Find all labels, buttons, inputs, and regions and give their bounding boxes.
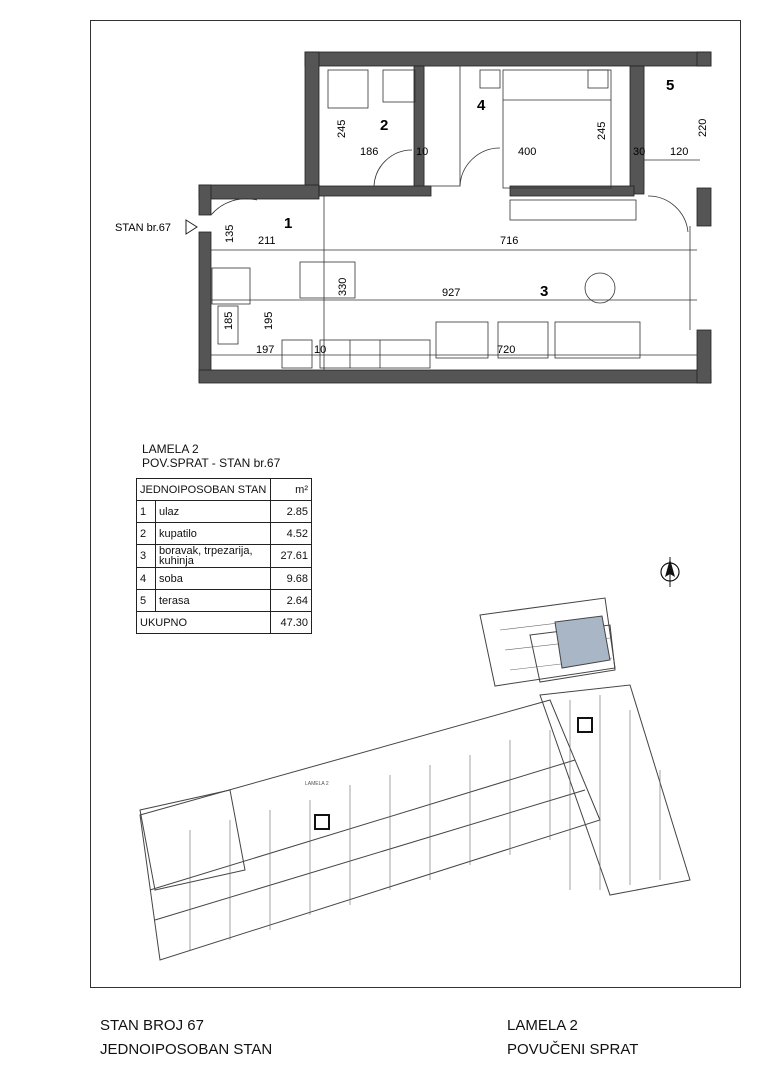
total-value: 47.30 [271,612,312,634]
north-arrow-icon [655,555,685,589]
room-number-4: 4 [477,97,486,114]
floor-label: POV.SPRAT - STAN br.67 [142,456,281,470]
lamela-label: LAMELA 2 [142,442,199,456]
row-number: 5 [137,590,156,612]
row-name: terasa [156,590,271,612]
table-row [137,545,312,568]
table-row [137,501,312,523]
dim-120: 120 [670,146,689,158]
floor-plan [0,0,763,400]
room-number-5: 5 [666,77,675,94]
table-unit: m² [271,479,312,501]
table-header-row [137,479,312,501]
dim-197: 197 [256,344,275,356]
dim-211: 211 [258,235,276,247]
row-number: 2 [137,523,156,545]
footer-right [507,1014,638,1062]
room-number-2: 2 [380,117,389,134]
dim-716: 716 [500,235,519,247]
row-name: boravak, trpezarija, kuhinja [156,545,271,568]
dim-195: 195 [263,311,275,330]
footer-apartment-number: STAN BROJ 67 [100,1017,204,1034]
table-header: JEDNOIPOSOBAN STAN [137,479,271,501]
row-number: 1 [137,501,156,523]
room-number-3: 3 [540,283,549,300]
row-area: 2.64 [271,590,312,612]
dim-927: 927 [442,287,461,299]
dim-135: 135 [224,224,236,243]
dim-10b: 10 [314,344,327,356]
table-row [137,568,312,590]
dim-400: 400 [518,146,537,158]
highlighted-apartment [555,616,610,668]
footer-left [100,1014,272,1062]
footer-apartment-type: JEDNOIPOSOBAN STAN [100,1041,273,1058]
dim-30: 30 [633,146,646,158]
row-number: 4 [137,568,156,590]
dim-245b: 245 [596,121,608,140]
footer-lamela: LAMELA 2 [507,1017,578,1034]
dim-10a: 10 [416,146,429,158]
key-plan [130,590,720,990]
keyplan-label: LAMELA 2 [305,781,329,787]
row-name: kupatilo [156,523,271,545]
row-area: 9.68 [271,568,312,590]
dim-720: 720 [497,344,516,356]
row-area: 27.61 [271,545,312,568]
row-area: 4.52 [271,523,312,545]
total-label: UKUPNO [137,612,271,634]
entry-label: STAN br.67 [115,222,172,234]
row-number: 3 [137,545,156,568]
dim-330: 330 [337,277,349,296]
dim-186: 186 [360,146,379,158]
dim-185: 185 [223,311,235,330]
table-row [137,523,312,545]
row-name: ulaz [156,501,271,523]
row-area: 2.85 [271,501,312,523]
dim-245a: 245 [336,119,348,138]
footer-floor: POVUČENI SPRAT [507,1041,639,1058]
entry-arrow-icon [186,220,197,234]
row-name: soba [156,568,271,590]
room-number-1: 1 [284,215,293,232]
dim-220: 220 [697,118,709,137]
